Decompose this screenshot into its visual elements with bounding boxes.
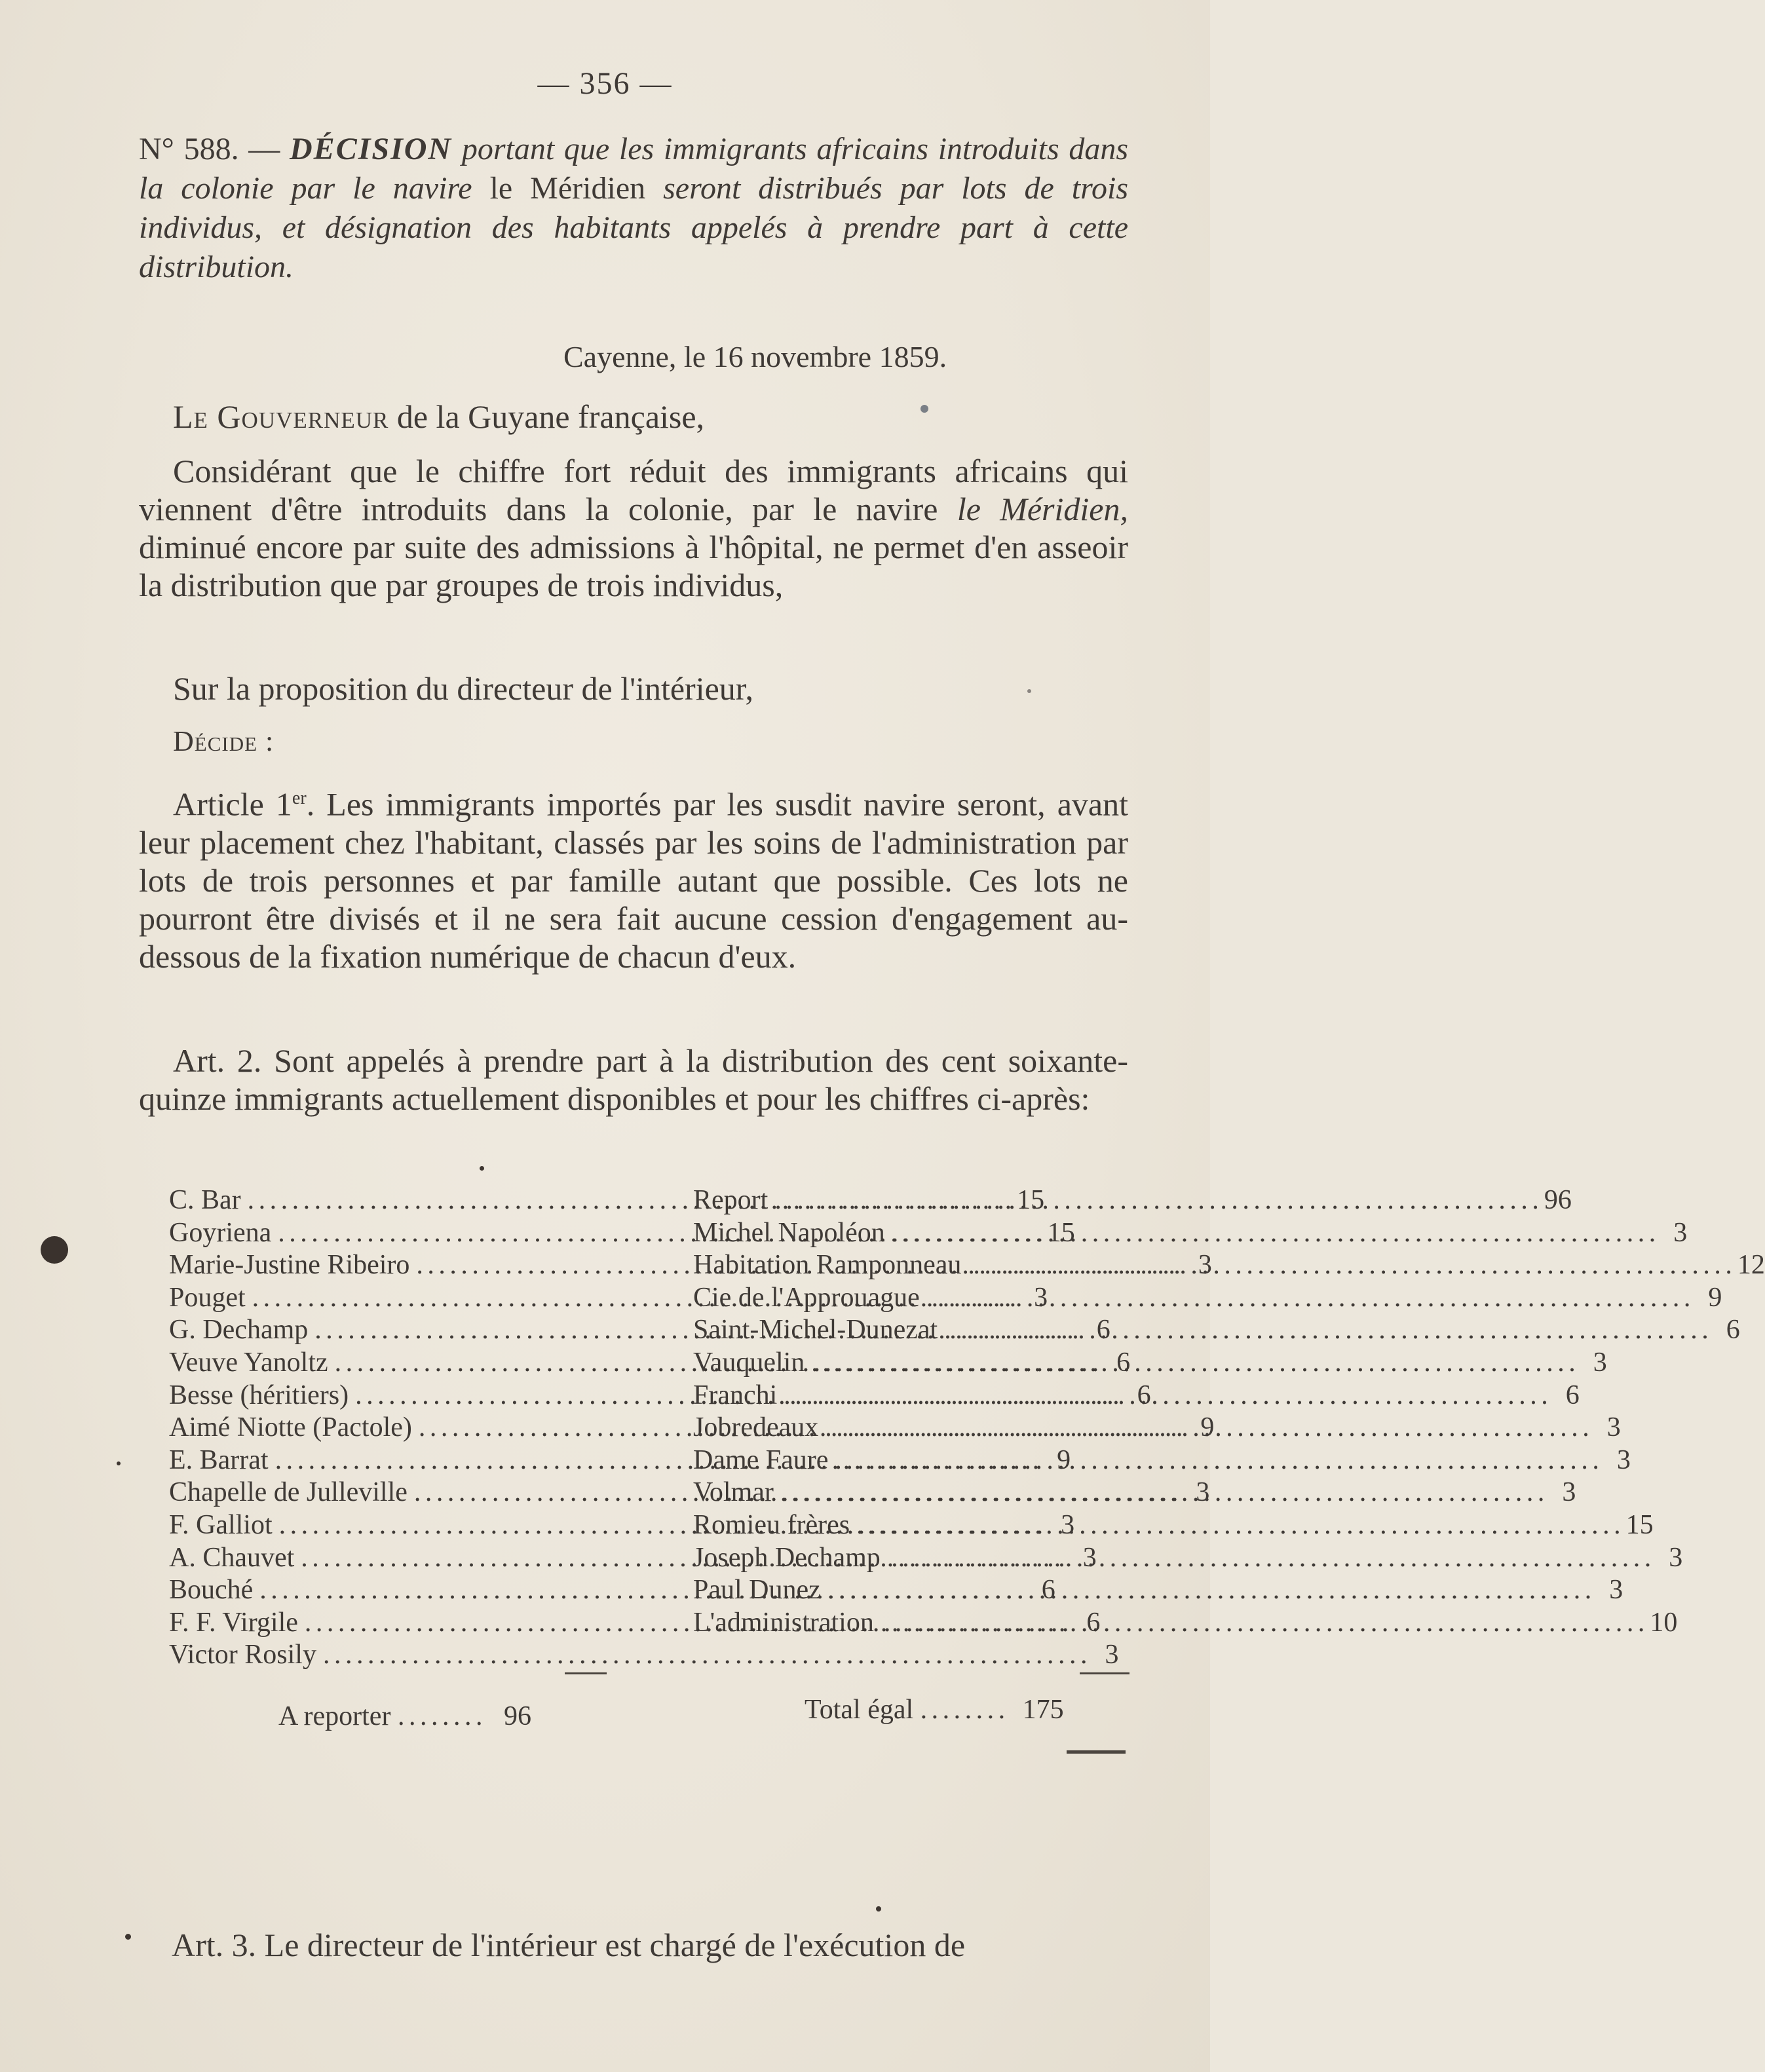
lot-name: Pouget <box>169 1282 246 1313</box>
right-total-label: Total égal <box>805 1695 914 1725</box>
lot-value: 6 <box>1137 1380 1151 1410</box>
ink-speck <box>117 1461 121 1465</box>
right-total-value: 175 <box>1022 1695 1064 1725</box>
lot-value: 3 <box>1673 1217 1688 1248</box>
lot-name: Franchi <box>693 1380 778 1410</box>
lot-name: A. Chauvet <box>169 1542 295 1573</box>
lot-value: 6 <box>1041 1575 1055 1606</box>
heading-dash: — <box>248 132 280 166</box>
lot-value: 3 <box>1061 1509 1075 1540</box>
list-item <box>693 1314 1740 1347</box>
governor-rest: de la Guyane française, <box>396 398 705 435</box>
lot-name: Report <box>693 1185 769 1215</box>
left-total-label: A reporter <box>278 1701 391 1731</box>
ink-speck <box>876 1906 881 1912</box>
lot-value: 15 <box>1625 1509 1654 1540</box>
lot-name: Goyriena <box>169 1217 272 1248</box>
lot-name: Marie-Justine Ribeiro <box>169 1250 410 1281</box>
governor-line <box>139 398 1128 436</box>
lot-name: Romieu frères <box>693 1509 850 1540</box>
heading-ship-name: le Méridien <box>489 171 646 206</box>
list-item <box>693 1249 1765 1282</box>
heading-text-2: seront distribués par lots de trois individus, et désignation des habitants appelés à prendre part à cette distribution. <box>139 171 1129 284</box>
right-total-underline <box>1067 1750 1126 1754</box>
lot-value: 96 <box>1544 1185 1572 1215</box>
article-1-text: . Les immigrants importés par les susdit navire seront, avant leur placement chez l'habitant, classés par les soins de l'administration par lots de trois personnes et par famille autant que possible. Ces lots ne pourront être divisés et il ne sera fait aucune cession d'engagement au-dessous de la fixation numérique de chacun d'eux. <box>139 785 1128 975</box>
lot-value: 3 <box>1105 1640 1119 1670</box>
list-item <box>693 1444 1631 1477</box>
lot-name: Aimé Niotte (Pactole) <box>169 1412 412 1443</box>
lot-value: 6 <box>1116 1347 1131 1378</box>
lot-value: 3 <box>1198 1250 1212 1281</box>
decide-line: Décide : <box>173 725 275 757</box>
lot-name: Besse (héritiers) <box>169 1380 349 1410</box>
leader-dots <box>825 1412 1588 1444</box>
lot-name: Joseph Dechamp <box>693 1542 881 1573</box>
considerant-text-2: diminué encore par suite des admissions à l'hôpital, ne permet d'en asseoir la distribution que par groupes de trois individus, <box>139 529 1128 603</box>
leader-dots <box>323 1639 1086 1672</box>
lot-value: 3 <box>1196 1477 1210 1508</box>
left-total-line: A reporter . . . . . . . . 96 <box>278 1701 531 1731</box>
leader-dots <box>774 1184 1538 1217</box>
ink-speck <box>480 1166 484 1171</box>
lot-name: F. F. Virgile <box>169 1607 298 1638</box>
lot-name: Vauquelin <box>693 1347 805 1378</box>
lot-name: Bouché <box>169 1575 254 1606</box>
lot-name: Dame Faure <box>693 1444 829 1475</box>
lot-name: Michel Napoléon <box>693 1217 885 1248</box>
article-1-paragraph <box>139 780 1128 975</box>
leader-dots <box>881 1607 1644 1640</box>
leader-dots <box>944 1314 1707 1347</box>
article-2-paragraph: Art. 2. Sont appelés à prendre part à la distribution des cent soixante-quinze immigrants actuellement disponibles et pour les chiffres ci-après: <box>139 1042 1128 1117</box>
lot-value: 3 <box>1669 1542 1683 1573</box>
lot-value: 3 <box>1562 1477 1576 1508</box>
lot-name: F. Galliot <box>169 1509 273 1540</box>
ink-blot <box>41 1236 68 1264</box>
list-item <box>169 1639 1119 1672</box>
list-item <box>693 1184 1572 1217</box>
leader-dots <box>784 1380 1547 1412</box>
list-item <box>693 1412 1621 1444</box>
lot-value: 15 <box>1017 1185 1045 1215</box>
lot-value: 9 <box>1057 1444 1071 1475</box>
leader-dots <box>811 1347 1574 1380</box>
right-sum-rule <box>1080 1672 1129 1674</box>
right-total-line: Total égal . . . . . . . . 175 <box>805 1695 1064 1725</box>
decision-number: N° 588. <box>139 132 239 166</box>
lot-name: Chapelle de Julleville <box>169 1477 408 1508</box>
lot-value: 3 <box>1082 1542 1097 1573</box>
list-item <box>693 1574 1623 1607</box>
ink-speck <box>1027 689 1031 693</box>
list-item <box>693 1380 1580 1412</box>
lot-name: Saint-Michel-Dunezat <box>693 1315 938 1346</box>
lot-value: 15 <box>1047 1217 1075 1248</box>
list-item <box>693 1509 1654 1542</box>
ink-speck <box>125 1934 131 1940</box>
decision-heading <box>139 130 1128 287</box>
left-sum-rule <box>565 1672 607 1674</box>
lot-value: 6 <box>1086 1607 1101 1638</box>
article-3-line: Art. 3. Le directeur de l'intérieur est chargé de l'exécution de <box>172 1927 966 1963</box>
lot-name: E. Barrat <box>169 1444 269 1475</box>
lot-value: 9 <box>1708 1282 1722 1313</box>
leader-dots <box>835 1444 1598 1477</box>
lots-list-right <box>693 1184 1765 1639</box>
article-1-sup: er <box>292 788 307 808</box>
dateline: Cayenne, le 16 novembre 1859. <box>563 340 947 373</box>
leader-dots <box>892 1217 1655 1250</box>
heading-text-1: portant que les immigrants africains introduits dans la colonie par le navire <box>139 132 1129 206</box>
list-item <box>693 1347 1607 1380</box>
lot-name: Jobredeaux <box>693 1412 819 1443</box>
lot-name: Habitation Ramponneau <box>693 1250 962 1281</box>
list-item <box>693 1542 1683 1575</box>
leader-dots <box>827 1574 1591 1607</box>
lot-value: 6 <box>1726 1315 1740 1346</box>
list-item <box>693 1282 1722 1315</box>
ink-speck <box>920 405 928 413</box>
lot-name: C. Bar <box>169 1185 241 1215</box>
lot-value: 3 <box>1606 1412 1621 1443</box>
page-number: — 356 — <box>537 66 673 101</box>
lot-name: Paul Dunez <box>693 1575 821 1606</box>
list-item <box>693 1477 1576 1509</box>
left-total-value: 96 <box>503 1701 531 1731</box>
leader-dots <box>887 1542 1650 1575</box>
considerant-paragraph <box>139 452 1128 604</box>
lot-value: 3 <box>1593 1347 1607 1378</box>
lot-value: 3 <box>1034 1282 1048 1313</box>
lot-value: 3 <box>1616 1444 1631 1475</box>
lot-name: Cie de l'Approuague <box>693 1282 920 1313</box>
proposition-paragraph: Sur la proposition du directeur de l'intérieur, <box>173 670 753 707</box>
article-1-label: Article 1 <box>173 785 292 823</box>
lot-name: G. Dechamp <box>169 1315 309 1346</box>
lot-value: 9 <box>1200 1412 1215 1443</box>
list-item <box>693 1607 1678 1640</box>
leader-dots <box>926 1282 1690 1315</box>
lot-value: 12 <box>1737 1250 1765 1281</box>
lot-value: 6 <box>1096 1315 1110 1346</box>
lot-value: 6 <box>1565 1380 1580 1410</box>
list-item <box>693 1217 1688 1250</box>
considerant-ship: le Méridien, <box>957 491 1128 527</box>
lot-value: 3 <box>1609 1575 1623 1606</box>
leader-dots <box>968 1249 1731 1282</box>
leader-dots <box>780 1477 1544 1509</box>
decision-title: DÉCISION <box>290 132 453 166</box>
considerant-text-1: Considérant que le chiffre fort réduit des immigrants africains qui viennent d'être introduits dans la colonie, par le navire <box>139 453 1128 527</box>
lot-name: Volmar <box>693 1477 774 1508</box>
lot-value: 10 <box>1650 1607 1678 1638</box>
governor-title: Le Gouverneur <box>173 398 389 435</box>
lot-name: L'administration <box>693 1607 874 1638</box>
lot-name: Veuve Yanoltz <box>169 1347 328 1378</box>
lot-name: Victor Rosily <box>169 1640 316 1670</box>
leader-dots <box>856 1509 1620 1542</box>
